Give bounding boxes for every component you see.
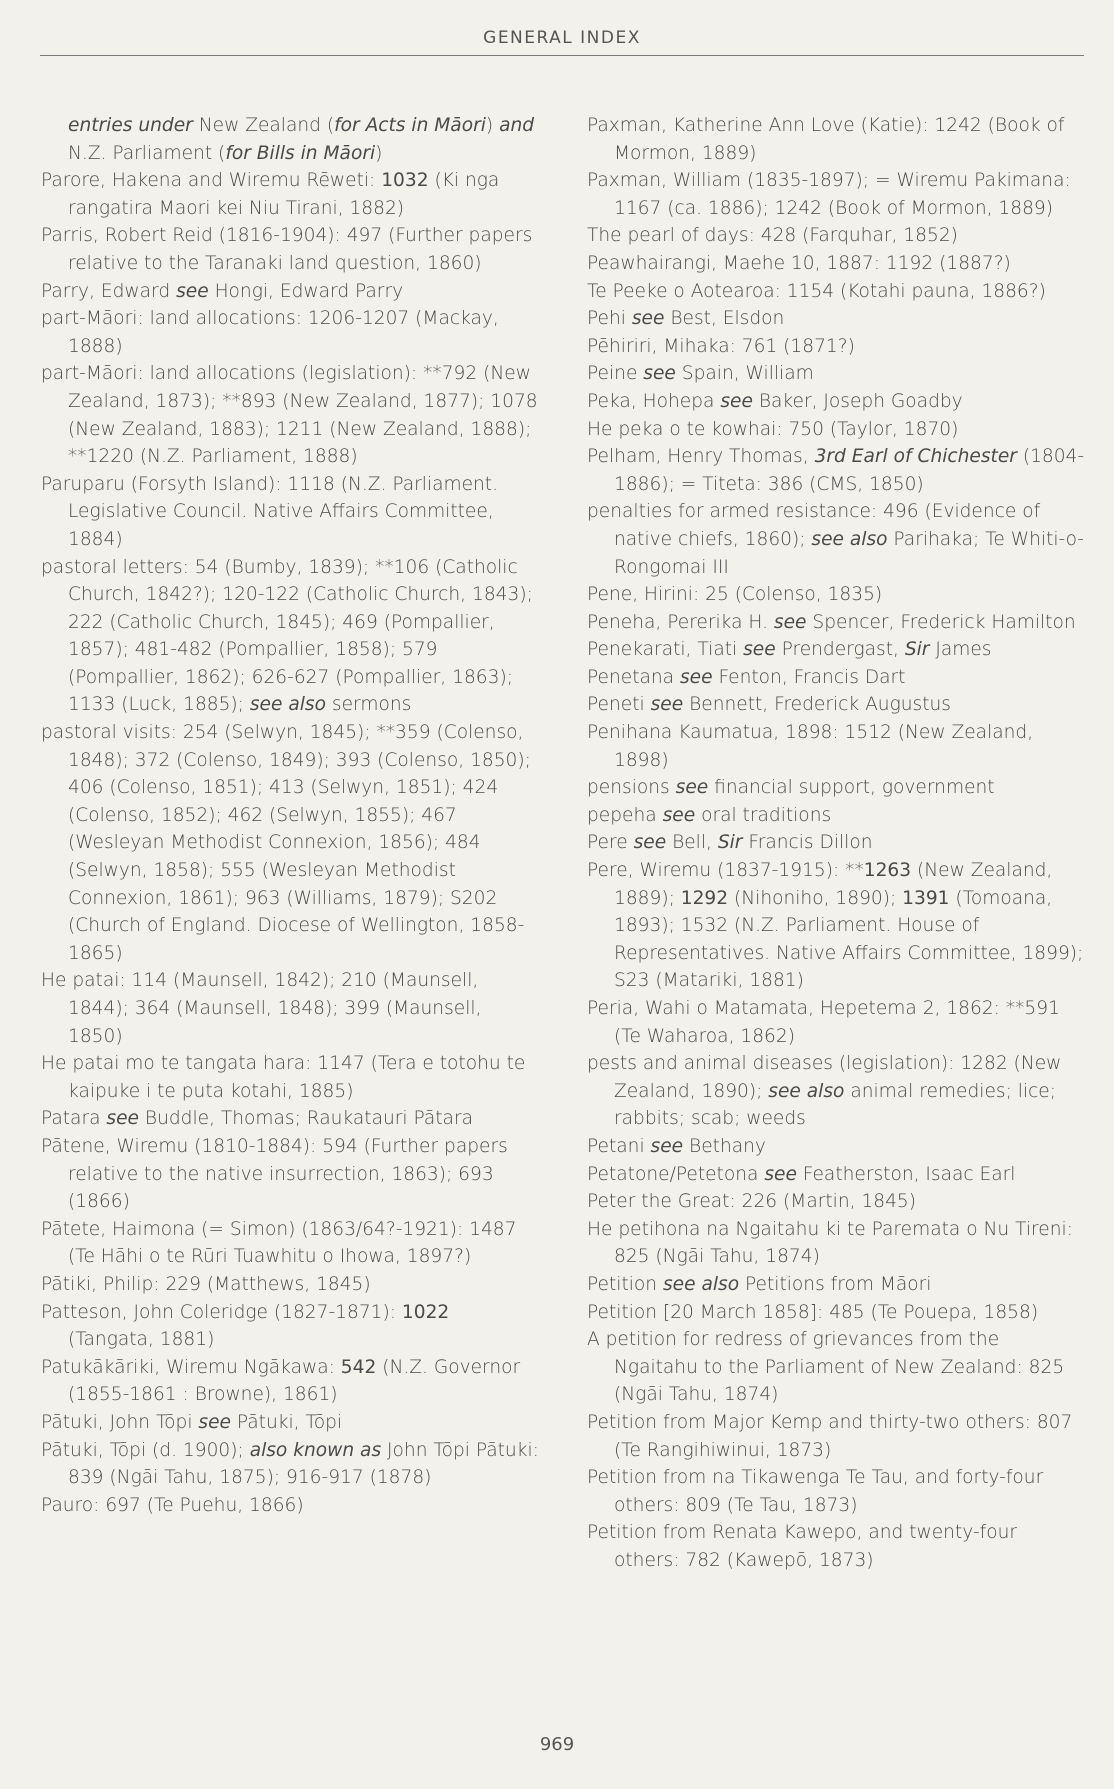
index-entry: Pātete, Haimona (= Simon) (1863/64?-1921): 1487 (Te Hāhi o te Rūri Tuawhitu o Ihowa, 1897?) — [41, 1218, 517, 1268]
index-entry: Pēhiriri, Mihaka: 761 (1871?) — [587, 335, 855, 357]
index-entry: Petition from na Tikawenga Te Tau, and forty-four others: 809 (Te Tau, 1873) — [587, 1467, 1044, 1516]
index-entry: Paxman, William (1835-1897); = Wiremu Pakimana: 1167 (ca. 1886); 1242 (Book of Mormon, 1889) — [587, 170, 1071, 219]
index-entry: Peawhairangi, Maehe 10, 1887: 1192 (1887?) — [587, 252, 1011, 274]
index-entry: pastoral letters: 54 (Bumby, 1839); **106 (Catholic Church, 1842?); 120-122 (Catholic Church, 1843); 222 (Catholic Church, 1845); 469 (Pompallier, 1857); 481-482 (Pompallier, 1858); 579 (Pompallier, 1862); 626-627 (Pompallier, 1863); 1133 (Luck, 1885); see also sermons — [41, 556, 533, 716]
index-entry: Penekarati, Tiati see Prendergast, Sir James — [587, 639, 992, 661]
header-rule — [40, 55, 1084, 56]
index-entry: Parris, Robert Reid (1816-1904): 497 (Further papers relative to the Taranaki land question, 1860) — [41, 225, 533, 274]
index-column-right — [587, 112, 1087, 1574]
running-header: GENERAL INDEX — [483, 28, 641, 48]
index-entry: Petition see also Petitions from Māori — [587, 1273, 932, 1295]
index-entry: He petihona na Ngaitahu ki te Paremata o Nu Tireni: 825 (Ngāi Tahu, 1874) — [587, 1218, 1073, 1268]
index-entry: Parore, Hakena and Wiremu Rēweti: 1032 (Ki nga rangatira Maori kei Niu Tirani, 1882) — [41, 170, 500, 219]
page-number: 969 — [539, 1734, 575, 1755]
index-entry: pastoral visits: 254 (Selwyn, 1845); **359 (Colenso, 1848); 372 (Colenso, 1849); 393 (Colenso, 1850); 406 (Colenso, 1851); 413 (Selwyn, 1851); 424 (Colenso, 1852); 462 (Selwyn, 1855); 467 (Wesleyan Methodist Connexion, 1856); 484 (Selwyn, 1858); 555 (Wesleyan Methodist Connexion, 1861); 963 (Williams, 1879); S202 (Church of England. Diocese of Wellington, 1858-1865) — [41, 722, 531, 964]
index-entry: Petani see Bethany — [587, 1135, 766, 1157]
index-entry: Peka, Hohepa see Baker, Joseph Goadby — [587, 390, 963, 412]
index-entry: Patukākāriki, Wiremu Ngākawa: 542 (N.Z. Governor (1855-1861 : Browne), 1861) — [41, 1356, 521, 1406]
index-entry: Pātuki, Tōpi (d. 1900); also known as John Tōpi Pātuki: 839 (Ngāi Tahu, 1875); 916-917 (1878) — [41, 1439, 539, 1489]
index-entry: Pene, Hirini: 25 (Colenso, 1835) — [587, 584, 883, 606]
index-entry: Te Peeke o Aotearoa: 1154 (Kotahi pauna, 1886?) — [587, 280, 1046, 302]
index-entry: pensions see financial support, government — [587, 777, 995, 799]
index-entry: Penetana see Fenton, Francis Dart — [587, 666, 906, 688]
index-entry: Pere see Bell, Sir Francis Dillon — [587, 832, 873, 854]
index-entry: Paxman, Katherine Ann Love (Katie): 1242 (Book of Mormon, 1889) — [587, 115, 1065, 164]
index-entry: Petition [20 March 1858]: 485 (Te Pouepa, 1858) — [587, 1301, 1039, 1323]
index-entry: Patteson, John Coleridge (1827-1871): 1022 (Tangata, 1881) — [41, 1301, 450, 1351]
index-entry: Peneha, Pererika H. see Spencer, Frederick Hamilton — [587, 611, 1076, 633]
index-entry: He peka o te kowhai: 750 (Taylor, 1870) — [587, 418, 959, 440]
index-entry: part-Māori: land allocations (legislation): **792 (New Zealand, 1873); **893 (New Zealand, 1877); 1078 (New Zealand, 1883); 1211 (New Zealand, 1888); **1220 (N.Z. Parliament, 1888) — [41, 363, 538, 468]
index-entry: Penihana Kaumatua, 1898: 1512 (New Zealand, 1898) — [587, 722, 1034, 771]
index-entry: Peine see Spain, William — [587, 363, 814, 385]
index-entry: Peria, Wahi o Matamata, Hepetema 2, 1862: **591 (Te Waharoa, 1862) — [587, 998, 1060, 1047]
index-entry: part-Māori: land allocations: 1206-1207 (Mackay, 1888) — [41, 308, 499, 357]
index-entry: He patai mo te tangata hara: 1147 (Tera e totohu te kaipuke i te puta kotahi, 1885) — [41, 1053, 526, 1102]
index-entry: Peter the Great: 226 (Martin, 1845) — [587, 1191, 917, 1213]
index-entry: Parry, Edward see Hongi, Edward Parry — [41, 280, 404, 302]
index-column-left — [41, 112, 541, 1519]
index-entry: Patara see Buddle, Thomas; Raukatauri Pātara — [41, 1108, 473, 1130]
index-entry: pepeha see oral traditions — [587, 804, 832, 826]
index-entry: entries under New Zealand (for Acts in Māori) and N.Z. Parliament (for Bills in Māori) — [68, 115, 535, 164]
index-entry: Pere, Wiremu (1837-1915): **1263 (New Zealand, 1889); 1292 (Nihoniho, 1890); 1391 (Tomoana, 1893); 1532 (N.Z. Parliament. House of Representatives. Native Affairs Committee, 1899); S23 (Matariki, 1881) — [587, 860, 1084, 992]
index-entry: He patai: 114 (Maunsell, 1842); 210 (Maunsell, 1844); 364 (Maunsell, 1848); 399 (Maunsell, 1850) — [41, 970, 482, 1047]
index-entry: pests and animal diseases (legislation): 1282 (New Zealand, 1890); see also animal remedies; lice; rabbits; scab; weeds — [587, 1053, 1062, 1130]
index-entry: A petition for redress of grievances from the Ngaitahu to the Parliament of New Zealand: 825 (Ngāi Tahu, 1874) — [587, 1329, 1065, 1406]
index-entry: Petatone/Petetona see Featherston, Isaac Earl — [587, 1163, 1016, 1185]
index-entry: The pearl of days: 428 (Farquhar, 1852) — [587, 225, 958, 247]
index-entry: Pelham, Henry Thomas, 3rd Earl of Chichester (1804-1886); = Titeta: 386 (CMS, 1850) — [587, 446, 1085, 495]
index-entry: Pātuki, John Tōpi see Pātuki, Tōpi — [41, 1411, 343, 1433]
index-entry: Peneti see Bennett, Frederick Augustus — [587, 694, 951, 716]
index-entry: Pātene, Wiremu (1810-1884): 594 (Further papers relative to the native insurrection, 1863); 693 (1866) — [41, 1135, 508, 1213]
index-entry: penalties for armed resistance: 496 (Evidence of native chiefs, 1860); see also Parihaka; Te Whiti-o-Rongomai III — [587, 501, 1085, 578]
index-entry: Pauro: 697 (Te Puehu, 1866) — [41, 1494, 304, 1516]
index-entry: Paruparu (Forsyth Island): 1118 (N.Z. Parliament. Legislative Council. Native Affairs Committee, 1884) — [41, 473, 499, 550]
index-entry: Petition from Renata Kawepo, and twenty-four others: 782 (Kawepō, 1873) — [587, 1522, 1017, 1571]
index-entry: Pātiki, Philip: 229 (Matthews, 1845) — [41, 1273, 371, 1295]
index-entry: Petition from Major Kemp and thirty-two others: 807 (Te Rangihiwinui, 1873) — [587, 1411, 1073, 1461]
index-entry: Pehi see Best, Elsdon — [587, 308, 785, 330]
